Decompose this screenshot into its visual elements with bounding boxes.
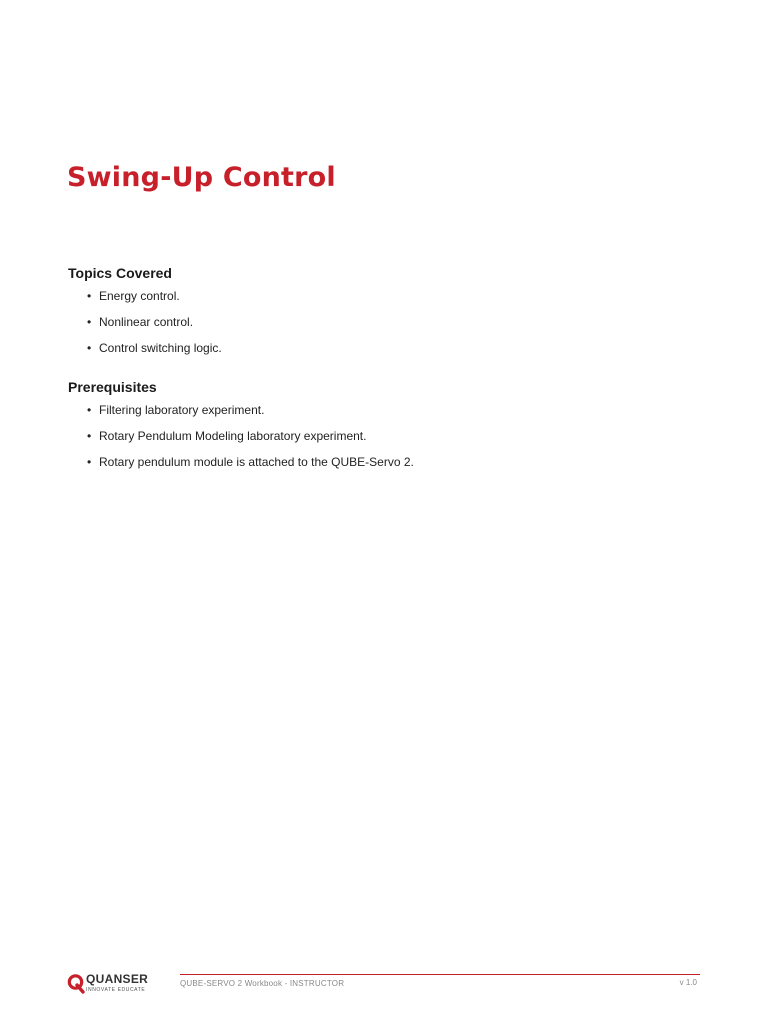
prerequisites-heading: Prerequisites bbox=[68, 379, 157, 395]
logo-name: QUANSER bbox=[86, 972, 149, 986]
quanser-logo bbox=[67, 972, 157, 996]
list-item-text: Rotary pendulum module is attached to the QUBE-Servo 2. bbox=[99, 455, 414, 469]
list-item bbox=[68, 429, 414, 443]
prerequisites-section bbox=[68, 379, 414, 481]
bullet-icon: • bbox=[87, 289, 92, 303]
list-item-text: Filtering laboratory experiment. bbox=[99, 403, 265, 417]
topics-covered-heading: Topics Covered bbox=[68, 265, 172, 281]
logo-tagline: INNOVATE EDUCATE bbox=[86, 987, 146, 993]
list-item-text: Nonlinear control. bbox=[99, 315, 194, 329]
bullet-icon: • bbox=[87, 315, 92, 329]
list-item-text: Energy control. bbox=[99, 289, 180, 303]
prerequisites-list bbox=[68, 403, 414, 469]
footer-document-label: QUBE-SERVO 2 Workbook - INSTRUCTOR bbox=[180, 979, 345, 988]
list-item bbox=[68, 315, 222, 329]
topics-covered-list bbox=[68, 289, 222, 355]
list-item bbox=[68, 341, 222, 355]
bullet-icon: • bbox=[87, 403, 92, 417]
quanser-q-icon bbox=[67, 972, 85, 994]
page-title: Swing-Up Control bbox=[67, 162, 336, 193]
list-item bbox=[68, 455, 414, 469]
bullet-icon: • bbox=[87, 429, 92, 443]
bullet-icon: • bbox=[87, 455, 92, 469]
footer-version: v 1.0 bbox=[679, 978, 697, 987]
page-footer bbox=[0, 968, 768, 998]
list-item bbox=[68, 289, 222, 303]
bullet-icon: • bbox=[87, 341, 92, 355]
topics-covered-section bbox=[68, 265, 222, 367]
list-item-text: Control switching logic. bbox=[99, 341, 222, 355]
list-item-text: Rotary Pendulum Modeling laboratory experiment. bbox=[99, 429, 367, 443]
list-item bbox=[68, 403, 414, 417]
footer-divider bbox=[180, 974, 700, 975]
